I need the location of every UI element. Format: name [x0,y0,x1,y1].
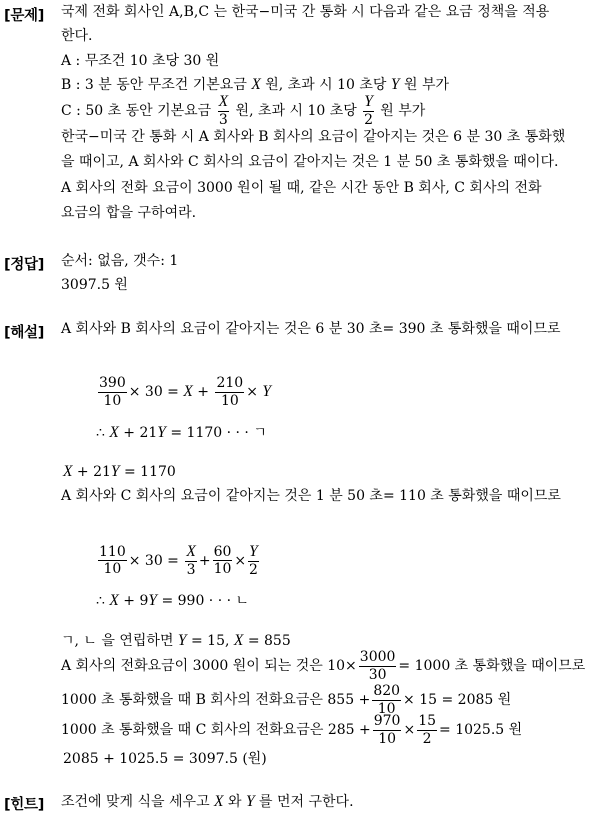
problem-line-8: A 회사의 전화 요금이 3000 원이 될 때, 같은 시간 동안 B 회사, C 회사의 전화 [61,180,542,196]
solution-line-2: A 회사와 C 회사의 요금이 같아지는 것은 1 분 50 초= 110 초 통화했을 때이므로 [61,488,561,504]
solution-line-1: A 회사와 B 회사의 요금이 같아지는 것은 6 분 30 초= 390 초 통화했을 때이므로 [61,321,561,337]
fraction: $\frac{X}{3}$ [186,543,196,579]
hint-label: [힌트] [4,797,45,813]
equation-5: ∴ X + 9Y = 990 · · · ㄴ [96,592,250,609]
problem-line-4: B : 3 분 동안 무조건 기본요금 X 원, 초과 시 10 초당 Y 원 부가 [61,76,450,93]
fraction: $\frac{3000}{30}$ [359,649,396,683]
fraction: $\frac{820}{10}$ [373,683,401,717]
answer-line-2: 3097.5 원 [61,277,128,293]
fraction: $\frac{110}{10}$ [99,543,126,578]
fraction: $\frac{390}{10}$ [99,375,126,409]
problem-line-3: A : 무조건 10 초당 30 원 [61,53,220,69]
fraction: $\frac{15}{2}$ [418,713,437,747]
solution-line-7: 2085 + 1025.5 = 3097.5 (원) [63,751,267,767]
fraction: $\frac{Y}{2}$ [364,93,373,129]
problem-line-2: 한다. [61,28,93,44]
equation-2: ∴ X + 21Y = 1170 · · · ㄱ [96,424,267,441]
equation-4: $\frac{110}{10}$ × 30 = $\frac{X}{3}$ + $\frac{60}{10}$ × $\frac{Y}{2}$ [99,543,258,579]
fraction: $\frac{Y}{2}$ [248,543,258,579]
problem-line-7: 을 때이고, A 회사와 C 회사의 요금이 같아지는 것은 1 분 50 초 통화했을 때이다. [61,154,559,170]
problem-line-6: 한국−미국 간 통화 시 A 회사와 B 회사의 요금이 같아지는 것은 6 분 30 초 통화했 [61,129,566,145]
solution-line-3: ㄱ, ㄴ 을 연립하면 Y = 15, X = 855 [61,632,291,649]
answer-label: [정답] [4,257,45,273]
problem-label: [문제] [4,8,45,24]
fraction: $\frac{60}{10}$ [213,543,232,578]
solution-line-5: 1000 초 통화했을 때 B 회사의 전화요금은 855 + $\frac{820}{10}$ × 15 = 2085 원 [61,683,512,717]
problem-line-9: 요금의 합을 구하여라. [61,205,197,221]
equation-1: $\frac{390}{10}$ × 30 = X + $\frac{210}{10}$ × Y [99,375,272,409]
problem-line-1: 국제 전화 회사인 A,B,C 는 한국−미국 간 통화 시 다음과 같은 요금 정책을 적용 [61,4,550,20]
solution-label: [해설] [4,325,45,341]
equation-3: X + 21Y = 1170 [63,463,176,480]
solution-line-4: A 회사의 전화요금이 3000 원이 되는 것은 10× $\frac{3000}{30}$ = 1000 초 통화했을 때이므로 [61,649,586,683]
fraction: $\frac{210}{10}$ [216,375,244,409]
fraction: $\frac{X}{3}$ [218,93,229,129]
solution-line-6: 1000 초 통화했을 때 C 회사의 전화요금은 285 + $\frac{970}{10}$ × $\frac{15}{2}$ = 1025.5 원 [61,713,523,747]
fraction: $\frac{970}{10}$ [373,713,401,747]
hint-line: 조건에 맞게 식을 세우고 X 와 Y 를 먼저 구한다. [61,793,354,810]
problem-line-5: C : 50 초 동안 기본요금 $\frac{X}{3}$ 원, 초과 시 10 초당 $\frac{Y}{2}$ 원 부가 [61,93,426,129]
answer-line-1: 순서: 없음, 갯수: 1 [61,253,179,269]
